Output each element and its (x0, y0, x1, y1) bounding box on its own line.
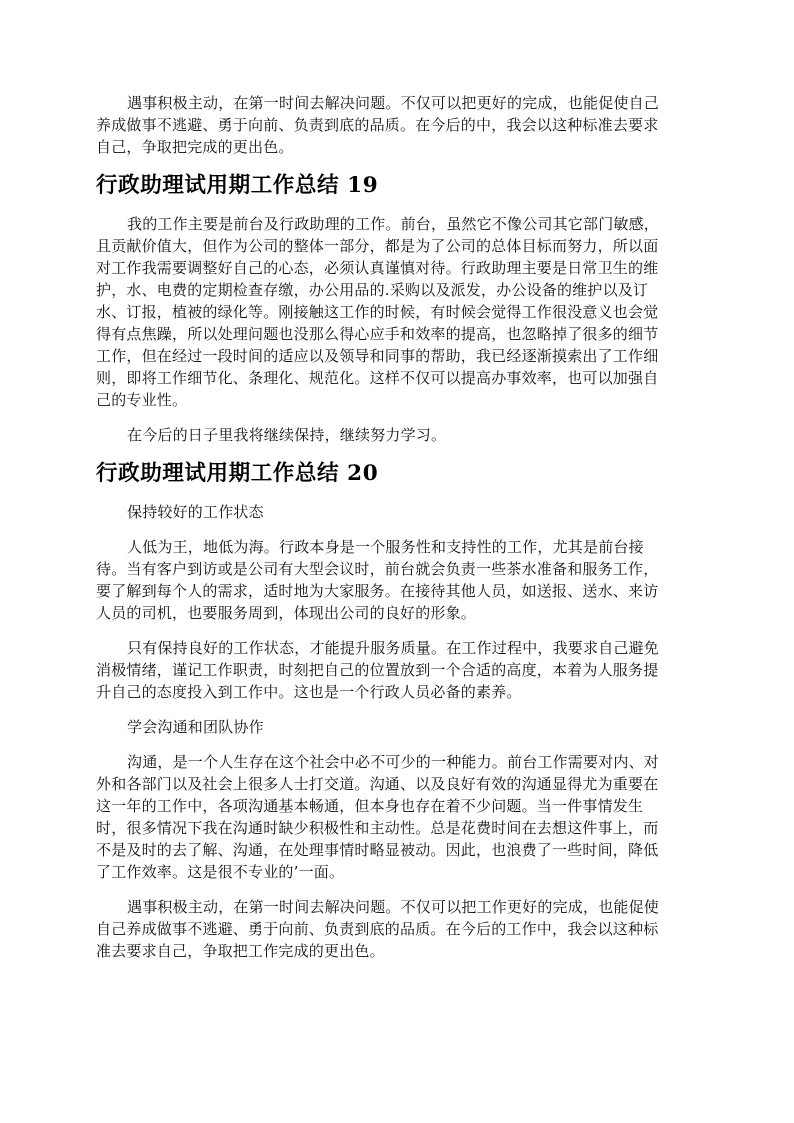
document-section (96, 459, 698, 962)
paragraph-line: 待。当有客户到访或是公司有大型会议时，前台就会负责一些茶水准备和服务工作， (96, 560, 659, 578)
paragraph-line: 准去要求自己，争取把工作完成的更出色。 (96, 942, 385, 960)
paragraph-line: 这一年的工作中，各项沟通基本畅通，但本身也存在着不少问题。当一件事情发生 (96, 797, 644, 815)
paragraph-line: 人员的司机，也要服务周到，体现出公司的良好的形象。 (96, 604, 477, 622)
paragraph-line: 了工作效率。这是很不专业的’一面。 (96, 863, 345, 881)
paragraph-line: 学会沟通和团队协作 (127, 718, 264, 736)
body-paragraph (96, 536, 698, 624)
paragraph-line: 自己养成做事不逃避、勇于向前、负责到底的品质。在今后的工作中，我会以这种标 (96, 920, 659, 938)
paragraph-line: 水、订报，植被的绿化等。刚接触这工作的时候，有时候会觉得工作很没意义也会觉 (96, 303, 659, 321)
paragraph-line: 沟通，是一个人生存在这个社会中必不可少的一种能力。前台工作需要对内、对 (127, 753, 660, 771)
document-section (96, 92, 698, 158)
body-paragraph (96, 424, 698, 446)
paragraph-line: 我的工作主要是前台及行政助理的工作。前台，虽然它不像公司其它部门敏感， (127, 215, 660, 233)
paragraph-line: 己的专业性。 (96, 391, 188, 409)
paragraph-line: 遇事积极主动，在第一时间去解决问题。不仅可以把更好的完成，也能促使自己 (127, 94, 660, 112)
document-section (96, 171, 698, 446)
body-paragraph (96, 92, 698, 158)
paragraph-line: 升自己的态度投入到工作中。这也是一个行政人员必备的素养。 (96, 683, 522, 701)
paragraph-line: 要了解到每个人的需求，适时地为大家服务。在接待其他人员，如送报、送水、来访 (96, 582, 659, 600)
document-body (96, 92, 698, 975)
section-heading: 行政助理试用期工作总结 20 (96, 461, 379, 486)
body-paragraph (96, 501, 698, 523)
section-heading: 行政助理试用期工作总结 19 (96, 173, 379, 198)
paragraph-line: 对工作我需要调整好自己的心态，必须认真谨慎对待。行政助理主要是日常卫生的维 (96, 259, 659, 277)
paragraph-line: 只有保持良好的工作状态，才能提升服务质量。在工作过程中，我要求自己避免 (127, 639, 660, 657)
body-paragraph (96, 751, 698, 883)
body-paragraph (96, 896, 698, 962)
paragraph-line: 保持较好的工作状态 (127, 503, 264, 521)
paragraph-line: 消极情绪，谨记工作职责，时刻把自己的位置放到一个合适的高度，本着为人服务提 (96, 661, 659, 679)
body-paragraph (96, 716, 698, 738)
paragraph-line: 在今后的日子里我将继续保持，继续努力学习。 (127, 426, 447, 444)
paragraph-line: 则，即将工作细节化、条理化、规范化。这样不仅可以提高办事效率，也可以加强自 (96, 369, 659, 387)
paragraph-line: 人低为王，地低为海。行政本身是一个服务性和支持性的工作，尤其是前台接 (127, 538, 644, 556)
paragraph-line: 自己，争取把完成的更出色。 (96, 138, 294, 156)
paragraph-line: 外和各部门以及社会上很多人士打交道。沟通、以及良好有效的沟通显得尤为重要在 (96, 775, 659, 793)
paragraph-line: 护，水、电费的定期检查存缴，办公用品的.采购以及派发，办公设备的维护以及订 (96, 281, 649, 299)
paragraph-line: 时，很多情况下我在沟通时缺少积极性和主动性。总是花费时间在去想这件事上，而 (96, 819, 659, 837)
paragraph-line: 且贡献价值大，但作为公司的整体一部分，都是为了公司的总体目标而努力，所以面 (96, 237, 659, 255)
paragraph-line: 得有点焦躁，所以处理问题也没那么得心应手和效率的提高，也忽略掉了很多的细节 (96, 325, 659, 343)
paragraph-line: 不是及时的去了解、沟通，在处理事情时略显被动。因此，也浪费了一些时间，降低 (96, 841, 659, 859)
paragraph-line: 遇事积极主动，在第一时间去解决问题。不仅可以把工作更好的完成，也能促使 (127, 898, 660, 916)
paragraph-line: 工作，但在经过一段时间的适应以及领导和同事的帮助，我已经逐渐摸索出了工作细 (96, 347, 659, 365)
body-paragraph (96, 637, 698, 703)
paragraph-line: 养成做事不逃避、勇于向前、负责到底的品质。在今后的中，我会以这种标准去要求 (96, 116, 659, 134)
body-paragraph (96, 213, 698, 411)
